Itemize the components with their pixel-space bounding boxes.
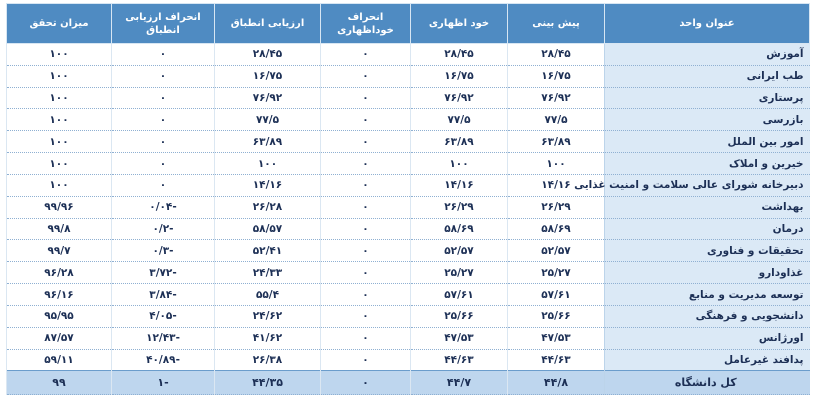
cell-compliance: ۲۴/۶۲ [215, 305, 321, 327]
cell-self-report: ۲۵/۲۷ [411, 262, 508, 284]
cell-unit: پدافند غیرعامل [605, 349, 810, 371]
total-unit: کل دانشگاه [605, 371, 810, 395]
cell-compliance: ۱۴/۱۶ [215, 174, 321, 196]
cell-unit: توسعه مدیریت و منابع [605, 284, 810, 306]
cell-self-report: ۲۸/۴۵ [411, 44, 508, 66]
cell-self-report: ۵۸/۶۹ [411, 218, 508, 240]
table-row [7, 327, 810, 349]
cell-achievement: ۱۰۰ [7, 44, 112, 66]
cell-achievement: ۹۵/۹۵ [7, 305, 112, 327]
cell-compliance-deviation: ۰ [112, 65, 215, 87]
cell-compliance: ۲۶/۳۸ [215, 349, 321, 371]
cell-achievement: ۸۷/۵۷ [7, 327, 112, 349]
cell-compliance-deviation: ۰ [112, 87, 215, 109]
cell-compliance-deviation: ۰ [112, 174, 215, 196]
cell-compliance: ۲۶/۲۸ [215, 196, 321, 218]
cell-self-deviation: ۰ [321, 327, 411, 349]
cell-self-report: ۱۰۰ [411, 153, 508, 175]
table-row [7, 65, 810, 87]
total-compliance: ۴۴/۳۵ [215, 371, 321, 395]
cell-self-deviation: ۰ [321, 87, 411, 109]
table-row [7, 240, 810, 262]
cell-compliance-deviation: -۴/۰۵ [112, 305, 215, 327]
cell-self-deviation: ۰ [321, 284, 411, 306]
cell-compliance: ۲۸/۴۵ [215, 44, 321, 66]
cell-forecast: ۱۶/۷۵ [508, 65, 605, 87]
cell-self-report: ۷۷/۵ [411, 109, 508, 131]
cell-self-report: ۲۶/۲۹ [411, 196, 508, 218]
cell-unit: اورژانس [605, 327, 810, 349]
total-self-report: ۴۴/۷ [411, 371, 508, 395]
total-self-deviation: ۰ [321, 371, 411, 395]
cell-self-report: ۴۷/۵۳ [411, 327, 508, 349]
cell-achievement: ۱۰۰ [7, 153, 112, 175]
cell-self-deviation: ۰ [321, 65, 411, 87]
table-row [7, 196, 810, 218]
cell-unit: بهداشت [605, 196, 810, 218]
table-row [7, 44, 810, 66]
cell-unit: دبیرخانه شورای عالی سلامت و امنیت غذایی [605, 174, 810, 196]
cell-compliance: ۵۸/۵۷ [215, 218, 321, 240]
cell-compliance-deviation: ۰ [112, 109, 215, 131]
cell-forecast: ۵۸/۶۹ [508, 218, 605, 240]
table-row [7, 218, 810, 240]
header-forecast: پیش بینی [508, 4, 605, 44]
report-table-container [6, 3, 809, 395]
cell-compliance-deviation: -۰/۰۴ [112, 196, 215, 218]
cell-compliance: ۲۴/۳۳ [215, 262, 321, 284]
cell-self-deviation: ۰ [321, 218, 411, 240]
cell-achievement: ۹۹/۸ [7, 218, 112, 240]
cell-self-report: ۲۵/۶۶ [411, 305, 508, 327]
cell-self-deviation: ۰ [321, 262, 411, 284]
table-row [7, 349, 810, 371]
cell-compliance: ۷۷/۵ [215, 109, 321, 131]
cell-compliance-deviation: -۰/۳ [112, 240, 215, 262]
cell-unit: دانشجویی و فرهنگی [605, 305, 810, 327]
cell-compliance: ۴۱/۶۲ [215, 327, 321, 349]
cell-forecast: ۱۰۰ [508, 153, 605, 175]
total-row [7, 371, 810, 395]
cell-achievement: ۱۰۰ [7, 87, 112, 109]
cell-compliance-deviation: -۰/۲ [112, 218, 215, 240]
cell-forecast: ۴۴/۶۳ [508, 349, 605, 371]
cell-self-deviation: ۰ [321, 305, 411, 327]
cell-self-deviation: ۰ [321, 349, 411, 371]
cell-achievement: ۹۶/۲۸ [7, 262, 112, 284]
header-self-report-deviation: انحراف خوداظهاری [321, 4, 411, 44]
cell-compliance-deviation: ۰ [112, 44, 215, 66]
cell-forecast: ۵۷/۶۱ [508, 284, 605, 306]
cell-unit: خیرین و املاک [605, 153, 810, 175]
cell-achievement: ۹۹/۷ [7, 240, 112, 262]
cell-achievement: ۱۰۰ [7, 109, 112, 131]
cell-forecast: ۱۴/۱۶ [508, 174, 605, 196]
header-achievement: میزان تحقق [7, 4, 112, 44]
unit-performance-table [6, 3, 810, 395]
cell-unit: درمان [605, 218, 810, 240]
cell-achievement: ۱۰۰ [7, 174, 112, 196]
cell-unit: طب ایرانی [605, 65, 810, 87]
cell-self-report: ۱۴/۱۶ [411, 174, 508, 196]
cell-forecast: ۶۳/۸۹ [508, 131, 605, 153]
cell-compliance: ۱۶/۷۵ [215, 65, 321, 87]
cell-unit: بازرسی [605, 109, 810, 131]
cell-self-deviation: ۰ [321, 131, 411, 153]
table-row [7, 87, 810, 109]
total-forecast: ۴۴/۸ [508, 371, 605, 395]
cell-self-deviation: ۰ [321, 174, 411, 196]
cell-achievement: ۵۹/۱۱ [7, 349, 112, 371]
cell-compliance-deviation: ۰ [112, 131, 215, 153]
table-row [7, 153, 810, 175]
cell-unit: آموزش [605, 44, 810, 66]
table-row [7, 305, 810, 327]
cell-forecast: ۵۲/۵۷ [508, 240, 605, 262]
cell-compliance: ۱۰۰ [215, 153, 321, 175]
cell-self-report: ۷۶/۹۲ [411, 87, 508, 109]
cell-unit: غذاودارو [605, 262, 810, 284]
cell-forecast: ۲۵/۲۷ [508, 262, 605, 284]
cell-unit: تحقیقات و فناوری [605, 240, 810, 262]
table-header-row [7, 4, 810, 44]
cell-achievement: ۹۶/۱۶ [7, 284, 112, 306]
cell-unit: امور بین الملل [605, 131, 810, 153]
cell-compliance-deviation: -۴۰/۸۹ [112, 349, 215, 371]
cell-compliance: ۶۳/۸۹ [215, 131, 321, 153]
cell-self-report: ۶۳/۸۹ [411, 131, 508, 153]
header-compliance-deviation: انحراف ارزیابی انطباق [112, 4, 215, 44]
cell-self-deviation: ۰ [321, 196, 411, 218]
cell-compliance-deviation: -۳/۸۴ [112, 284, 215, 306]
cell-forecast: ۲۵/۶۶ [508, 305, 605, 327]
cell-forecast: ۷۷/۵ [508, 109, 605, 131]
table-row [7, 131, 810, 153]
cell-achievement: ۱۰۰ [7, 131, 112, 153]
cell-self-report: ۴۴/۶۳ [411, 349, 508, 371]
cell-self-report: ۵۷/۶۱ [411, 284, 508, 306]
cell-compliance: ۷۶/۹۲ [215, 87, 321, 109]
cell-forecast: ۴۷/۵۳ [508, 327, 605, 349]
cell-self-deviation: ۰ [321, 240, 411, 262]
table-row [7, 262, 810, 284]
cell-achievement: ۱۰۰ [7, 65, 112, 87]
cell-unit: پرستاری [605, 87, 810, 109]
header-unit: عنوان واحد [605, 4, 810, 44]
cell-self-deviation: ۰ [321, 44, 411, 66]
cell-compliance: ۵۵/۴ [215, 284, 321, 306]
cell-forecast: ۲۶/۲۹ [508, 196, 605, 218]
cell-forecast: ۲۸/۴۵ [508, 44, 605, 66]
cell-compliance-deviation: ۰ [112, 153, 215, 175]
cell-forecast: ۷۶/۹۲ [508, 87, 605, 109]
cell-achievement: ۹۹/۹۶ [7, 196, 112, 218]
cell-compliance-deviation: -۳/۷۲ [112, 262, 215, 284]
table-row [7, 174, 810, 196]
cell-self-deviation: ۰ [321, 109, 411, 131]
table-row [7, 284, 810, 306]
total-achievement: ۹۹ [7, 371, 112, 395]
cell-compliance-deviation: -۱۲/۴۳ [112, 327, 215, 349]
header-compliance-eval: ارزیابی انطباق [215, 4, 321, 44]
cell-self-report: ۱۶/۷۵ [411, 65, 508, 87]
total-compliance-deviation: -۱ [112, 371, 215, 395]
cell-self-report: ۵۲/۵۷ [411, 240, 508, 262]
header-self-report: خود اظهاری [411, 4, 508, 44]
cell-compliance: ۵۲/۴۱ [215, 240, 321, 262]
table-row [7, 109, 810, 131]
cell-self-deviation: ۰ [321, 153, 411, 175]
